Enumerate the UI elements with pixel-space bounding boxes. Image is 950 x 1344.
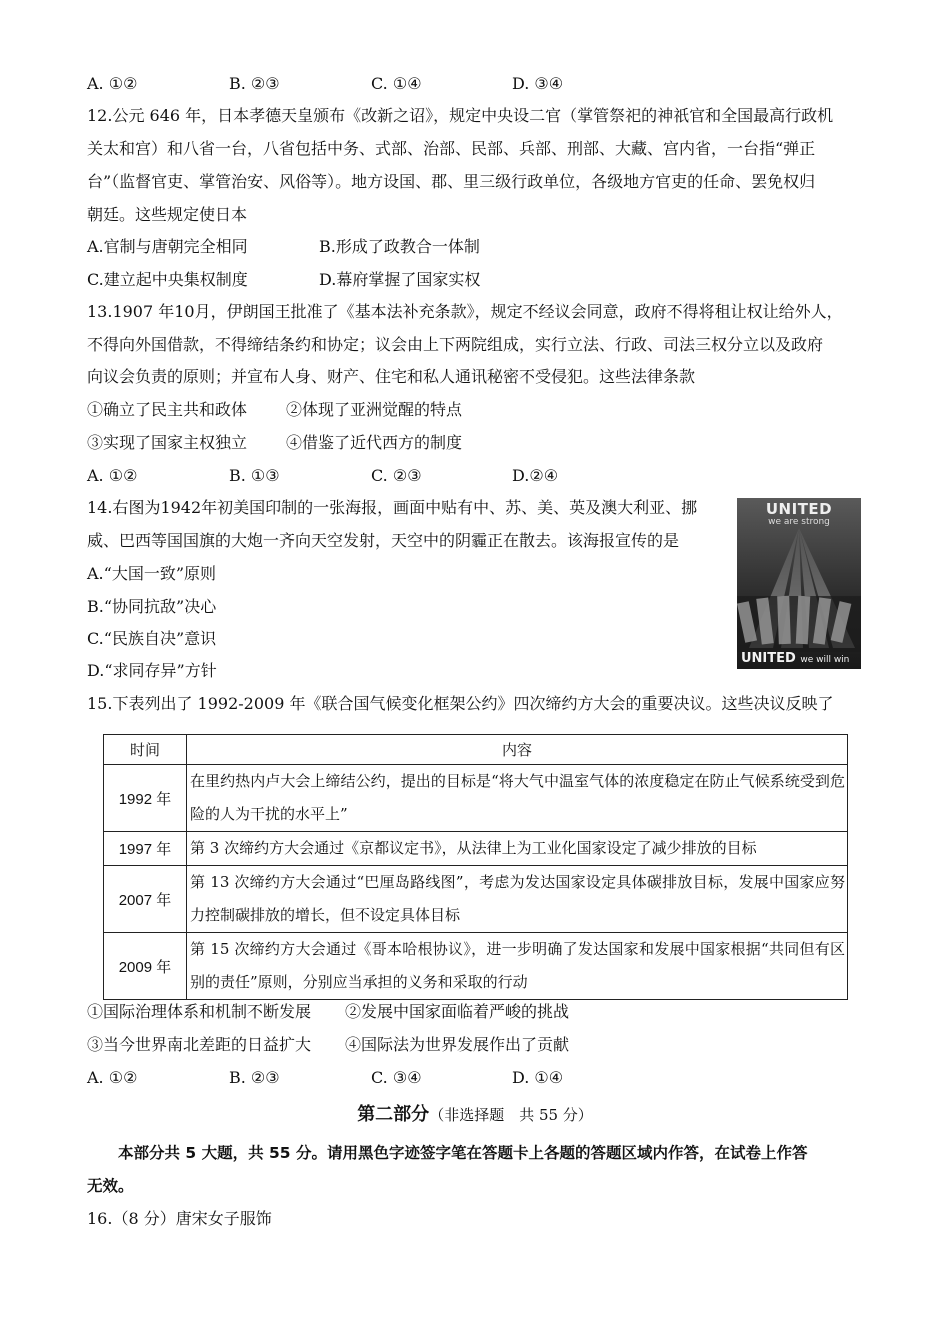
table-row: [104, 933, 848, 1000]
q11-option-b: B. ②③: [229, 74, 280, 93]
table-cell-content: 第 13 次缔约方大会通过“巴厘岛路线图”，考虑为发达国家设定具体碳排放目标，发展中国家应努力控制碳排放的增长，但不设定具体目标: [187, 866, 848, 933]
q13-stem-line-2: 不得向外国借款，不得缔结条约和协定；议会由上下两院组成，实行立法、行政、司法三权分立以及政府: [87, 335, 824, 354]
table-row: [104, 866, 848, 933]
q12-option-d: D.幕府掌握了国家实权: [319, 270, 481, 289]
q13-item-4: ④借鉴了近代西方的制度: [286, 433, 463, 452]
q13-items-row-1: [87, 400, 787, 420]
poster-bottom-main: UNITED: [741, 651, 796, 666]
q11-options: [87, 74, 787, 94]
q12-option-b: B.形成了政教合一体制: [319, 237, 480, 256]
q13-option-d: D.②④: [512, 466, 559, 485]
part-two-heading: [0, 1100, 950, 1126]
q13-option-b: B. ①③: [229, 466, 280, 485]
q14-stem-line-1: 14.右图为1942年初美国印制的一张海报，画面中贴有中、苏、美、英及澳大利亚、挪: [87, 498, 698, 517]
part-two-instruction-line-2: 无效。: [87, 1177, 134, 1195]
q14-option-d: D.“求同存异”方针: [87, 661, 217, 680]
q14-option-b: B.“协同抗敌”决心: [87, 597, 217, 616]
q15-item-4: ④国际法为世界发展作出了贡献: [345, 1035, 570, 1054]
q11-option-a: A. ①②: [87, 74, 138, 93]
q12-option-a: A.官制与唐朝完全相同: [87, 237, 248, 256]
q13-item-2: ②体现了亚洲觉醒的特点: [286, 400, 463, 419]
table-cell-content: 第 3 次缔约方大会通过《京都议定书》，从法律上为工业化国家设定了减少排放的目标: [187, 832, 848, 866]
q11-option-c: C. ①④: [371, 74, 422, 93]
q16-title: 16.（8 分）唐宋女子服饰: [87, 1209, 272, 1228]
table-header-content: 内容: [187, 735, 848, 765]
poster-subtitle-top: we are strong: [768, 517, 830, 527]
q13-option-c: C. ②③: [371, 466, 422, 485]
q15-items-row-1: [87, 1002, 787, 1022]
q12-options-row-2: [87, 270, 787, 290]
q15-option-b: B. ②③: [229, 1068, 280, 1087]
q14-option-a: A.“大国一致”原则: [87, 564, 217, 583]
cop-resolutions-table: [103, 734, 848, 1000]
part-two-title: 第二部分: [357, 1104, 430, 1125]
table-row: [104, 832, 848, 866]
q15-item-1: ①国际治理体系和机制不断发展: [87, 1002, 312, 1021]
table-cell-year: 1997 年: [104, 832, 187, 866]
part-two-instruction-line-1: 本部分共 5 大题，共 55 分。请用黑色字迹签字笔在答题卡上各题的答题区域内作答，在试卷上作答: [118, 1144, 808, 1162]
q15-options: [87, 1068, 787, 1088]
table-cell-content: 第 15 次缔约方大会通过《哥本哈根协议》，进一步明确了发达国家和发展中国家根据“共同但有区别的责任”原则，分别应当承担的义务和采取的行动: [187, 933, 848, 1000]
q15-option-d: D. ①④: [512, 1068, 564, 1087]
q13-item-1: ①确立了民主共和政体: [87, 400, 248, 419]
table-header-time: 时间: [104, 735, 187, 765]
united-poster-image: [737, 498, 861, 669]
q15-stem: 15.下表列出了 1992-2009 年《联合国气候变化框架公约》四次缔约方大会的重要决议。这些决议反映了: [87, 694, 834, 713]
q14-option-c: C.“民族自决”意识: [87, 629, 217, 648]
table-header-row: [104, 735, 848, 765]
poster-bottom-small: we will win: [800, 655, 850, 665]
poster-title-top: UNITED: [765, 500, 833, 518]
table-cell-year: 2009 年: [104, 933, 187, 1000]
q12-option-c: C.建立起中央集权制度: [87, 270, 248, 289]
table-cell-year: 1992 年: [104, 765, 187, 832]
q15-item-3: ③当今世界南北差距的日益扩大: [87, 1035, 312, 1054]
q15-option-c: C. ③④: [371, 1068, 422, 1087]
q13-stem-line-3: 向议会负责的原则；并宣布人身、财产、住宅和私人通讯秘密不受侵犯。这些法律条款: [87, 367, 696, 386]
table-cell-content: 在里约热内卢大会上缔结公约，提出的目标是“将大气中温室气体的浓度稳定在防止气候系统受到危险的人为干扰的水平上”: [187, 765, 848, 832]
q11-option-d: D. ③④: [512, 74, 564, 93]
q12-options-row-1: [87, 237, 787, 257]
q12-stem-line-3: 台”（监督官吏、掌管治安、风俗等）。地方设国、郡、里三级行政单位，各级地方官吏的任命、罢免权归: [87, 172, 816, 191]
q13-option-a: A. ①②: [87, 466, 138, 485]
q13-stem-line-1: 13.1907 年10月，伊朗国王批准了《基本法补充条款》，规定不经议会同意，政府不得将租让权让给外人，: [87, 302, 843, 321]
q13-options: [87, 466, 787, 486]
q14-stem-line-2: 威、巴西等国国旗的大炮一齐向天空发射，天空中的阴霾正在散去。该海报宣传的是: [87, 531, 680, 550]
q13-item-3: ③实现了国家主权独立: [87, 433, 248, 452]
q15-item-2: ②发展中国家面临着严峻的挑战: [345, 1002, 570, 1021]
q15-option-a: A. ①②: [87, 1068, 138, 1087]
q12-stem-line-2: 关太和宫）和八省一台，八省包括中务、式部、治部、民部、兵部、刑部、大藏、宫内省，一台指“弹正: [87, 139, 816, 158]
table-row: [104, 765, 848, 832]
q15-items-row-2: [87, 1035, 787, 1055]
q12-stem-line-1: 12.公元 646 年，日本孝德天皇颁布《改新之诏》，规定中央设二官（掌管祭祀的神祇官和全国最高行政机: [87, 106, 834, 125]
q12-stem-line-4: 朝廷。这些规定使日本: [87, 205, 248, 224]
poster-title-bottom: [741, 651, 849, 666]
q13-items-row-2: [87, 433, 787, 453]
part-two-subtitle: （非选择题 共 55 分）: [429, 1106, 593, 1124]
table-cell-year: 2007 年: [104, 866, 187, 933]
